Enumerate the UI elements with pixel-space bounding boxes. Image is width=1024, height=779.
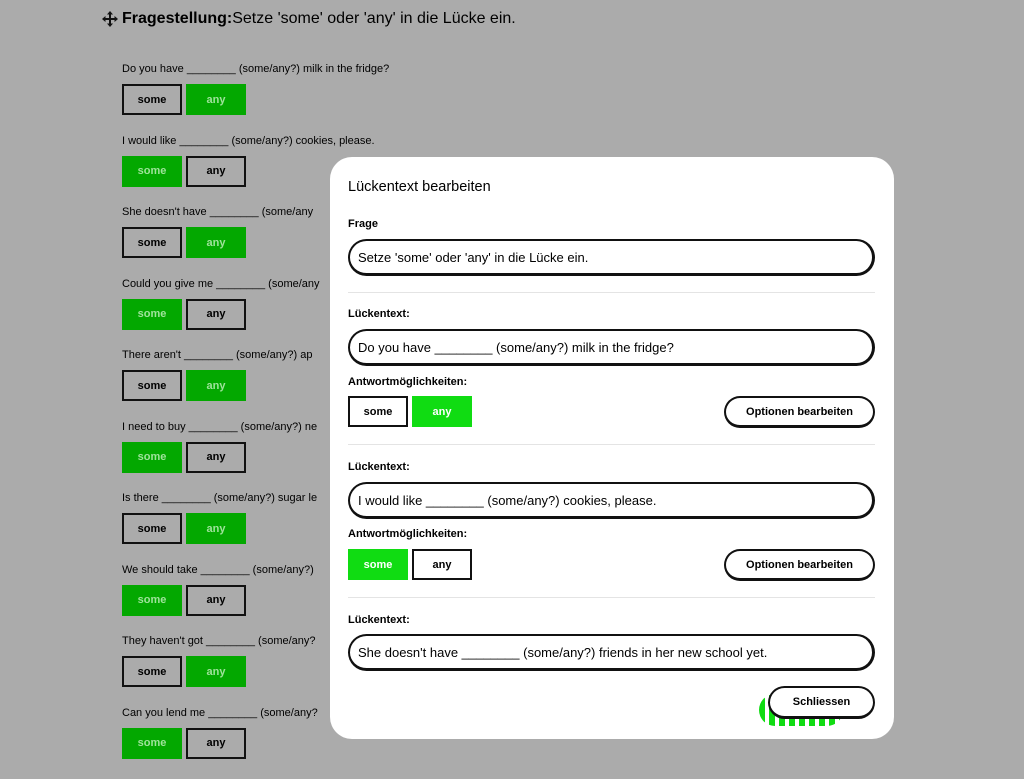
answer-options-label: Antwortmöglichkeiten: xyxy=(348,376,468,388)
option-any[interactable]: any xyxy=(186,370,246,401)
divider xyxy=(348,444,875,445)
option-any[interactable]: any xyxy=(412,549,472,580)
answer-options-label: Antwortmöglichkeiten: xyxy=(348,528,468,540)
gap-text-input[interactable]: I would like ________ (some/any?) cookies, please. xyxy=(348,482,875,519)
gap-sentence: Could you give me ________ (some/any xyxy=(122,277,320,290)
option-any[interactable]: any xyxy=(186,585,246,616)
option-any[interactable]: any xyxy=(186,84,246,115)
option-any[interactable]: any xyxy=(186,513,246,544)
gap-text-input[interactable]: She doesn't have ________ (some/any?) friends in her new school yet. xyxy=(348,634,875,671)
gap-sentence: Can you lend me ________ (some/any? xyxy=(122,706,318,719)
option-some[interactable]: some xyxy=(122,370,182,401)
option-any[interactable]: any xyxy=(186,728,246,759)
list-item xyxy=(122,62,389,134)
option-some[interactable]: some xyxy=(122,656,182,687)
option-some[interactable]: some xyxy=(348,396,408,427)
divider xyxy=(348,292,875,293)
question-input[interactable]: Setze 'some' oder 'any' in die Lücke ein. xyxy=(348,239,875,276)
gap-text-label: Lückentext: xyxy=(348,461,410,473)
gap-sentence: Do you have ________ (some/any?) milk in the fridge? xyxy=(122,63,390,75)
question-label: Frage xyxy=(348,218,378,230)
option-some[interactable]: some xyxy=(122,227,182,258)
option-any[interactable]: any xyxy=(412,396,472,427)
option-some[interactable]: some xyxy=(122,84,182,115)
option-some[interactable]: some xyxy=(122,156,182,187)
gap-sentence: She doesn't have ________ (some/any xyxy=(122,206,314,218)
heading-text: Setze 'some' oder 'any' in die Lücke ein. xyxy=(232,10,516,27)
edit-gap-text-dialog xyxy=(330,157,894,739)
gap-sentence: We should take ________ (some/any?) xyxy=(122,563,314,576)
option-any[interactable]: any xyxy=(186,442,246,473)
option-some[interactable]: some xyxy=(122,299,182,330)
gap-text-label: Lückentext: xyxy=(348,614,410,626)
gap-sentence: I would like ________ (some/any?) cookies, please. xyxy=(122,134,375,147)
close-button-wrap xyxy=(759,686,875,728)
close-button[interactable]: Schliessen xyxy=(768,686,875,719)
option-any[interactable]: any xyxy=(186,227,246,258)
edit-options-button[interactable]: Optionen bearbeiten xyxy=(724,396,875,428)
gap-sentence: Is there ________ (some/any?) sugar le xyxy=(122,492,318,504)
edit-options-button[interactable]: Optionen bearbeiten xyxy=(724,549,875,581)
option-some[interactable]: some xyxy=(348,549,408,580)
option-some[interactable]: some xyxy=(122,513,182,544)
divider xyxy=(348,597,875,598)
option-any[interactable]: any xyxy=(186,299,246,330)
gap-sentence: There aren't ________ (some/any?) ap xyxy=(122,349,313,361)
answer-options xyxy=(348,396,472,427)
dialog-title: Lückentext bearbeiten xyxy=(348,179,491,195)
answer-options xyxy=(348,549,472,580)
gap-text-label: Lückentext: xyxy=(348,308,410,320)
move-arrows-icon[interactable] xyxy=(102,11,118,27)
option-any[interactable]: any xyxy=(186,156,246,187)
gap-sentence: I need to buy ________ (some/any?) ne xyxy=(122,420,318,433)
option-some[interactable]: some xyxy=(122,728,182,759)
option-some[interactable]: some xyxy=(122,585,182,616)
option-some[interactable]: some xyxy=(122,442,182,473)
gap-text-input[interactable]: Do you have ________ (some/any?) milk in the fridge? xyxy=(348,329,875,366)
heading-label: Fragestellung: xyxy=(122,10,233,27)
option-any[interactable]: any xyxy=(186,656,246,687)
question-heading xyxy=(102,10,516,28)
gap-sentence: They haven't got ________ (some/any? xyxy=(122,635,316,647)
